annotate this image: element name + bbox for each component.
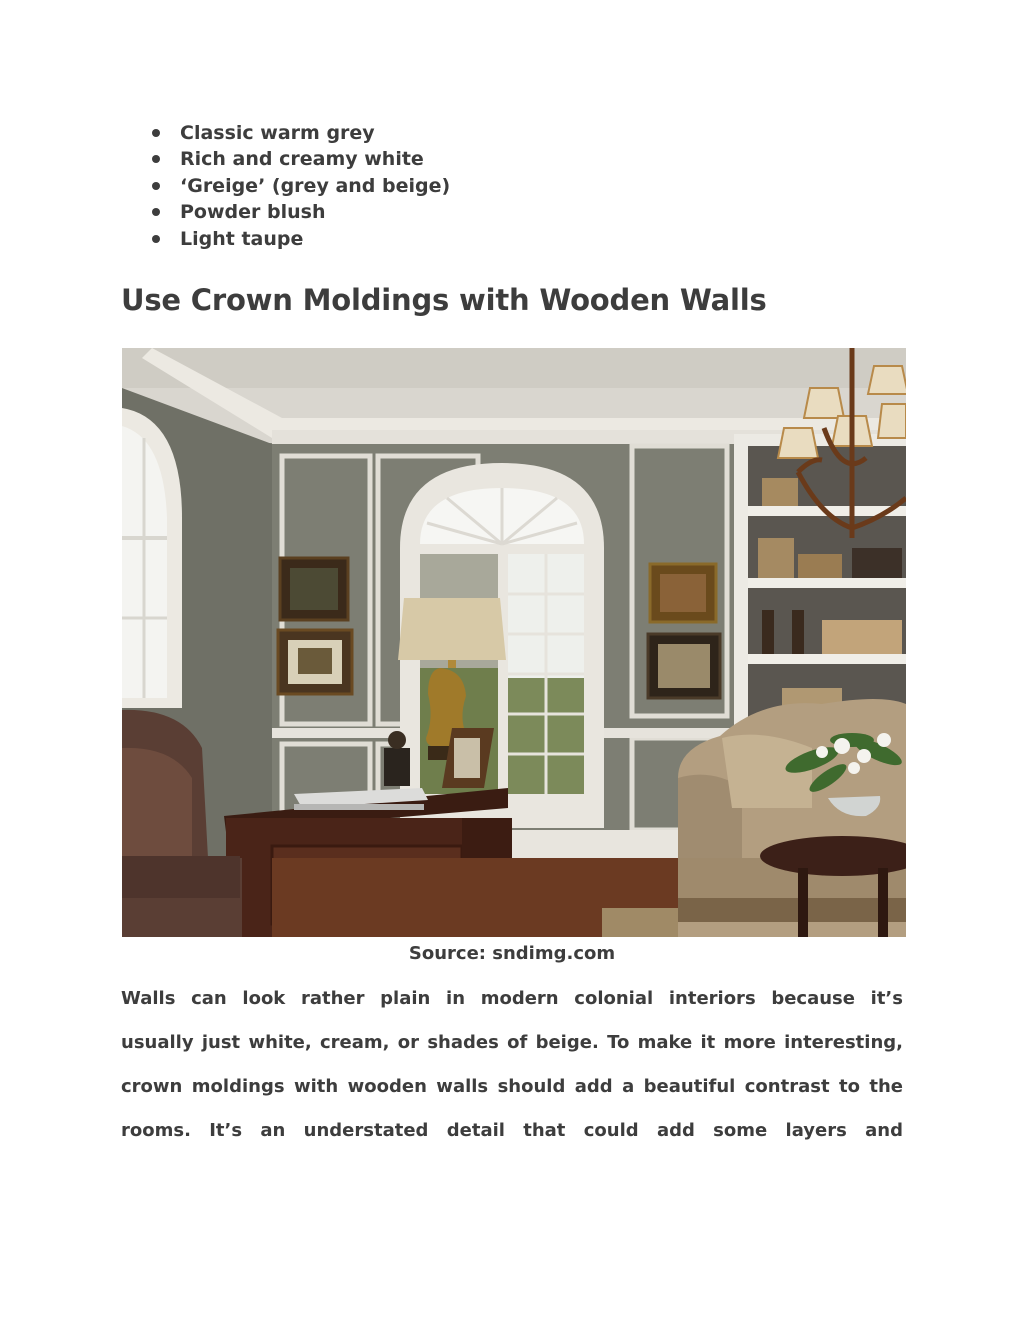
living-room-photo — [122, 348, 906, 937]
paragraph-line: usually just white, cream, or shades of beige. To make it more interesting, — [121, 1032, 903, 1053]
list-item — [148, 120, 450, 146]
list-item — [148, 226, 450, 252]
color-list — [148, 120, 450, 252]
list-item-text: Light taupe — [180, 227, 304, 250]
list-item-text: Rich and creamy white — [180, 148, 424, 171]
image-caption: Source: sndimg.com — [408, 943, 616, 964]
bullet-dot-icon — [152, 208, 160, 216]
bullet-dot-icon — [152, 235, 160, 243]
list-item — [148, 173, 450, 199]
paragraph-line: rooms. It’s an understated detail that could add some layers and — [121, 1120, 903, 1141]
list-item-text: Powder blush — [180, 201, 326, 224]
body-paragraph — [121, 977, 903, 1153]
section-heading: Use Crown Moldings with Wooden Walls — [121, 283, 767, 317]
bullet-dot-icon — [152, 155, 160, 163]
paragraph-line: crown moldings with wooden walls should add a beautiful contrast to the — [121, 1076, 903, 1097]
bullet-dot-icon — [152, 182, 160, 190]
list-item — [148, 146, 450, 172]
list-item-text: Classic warm grey — [180, 122, 375, 144]
living-room-illustration — [122, 348, 906, 937]
paragraph-line: Walls can look rather plain in modern colonial interiors because it’s — [121, 988, 903, 1009]
list-item-text: ‘Greige’ (grey and beige) — [180, 174, 451, 197]
list-item — [148, 199, 450, 225]
bullet-dot-icon — [152, 129, 160, 137]
